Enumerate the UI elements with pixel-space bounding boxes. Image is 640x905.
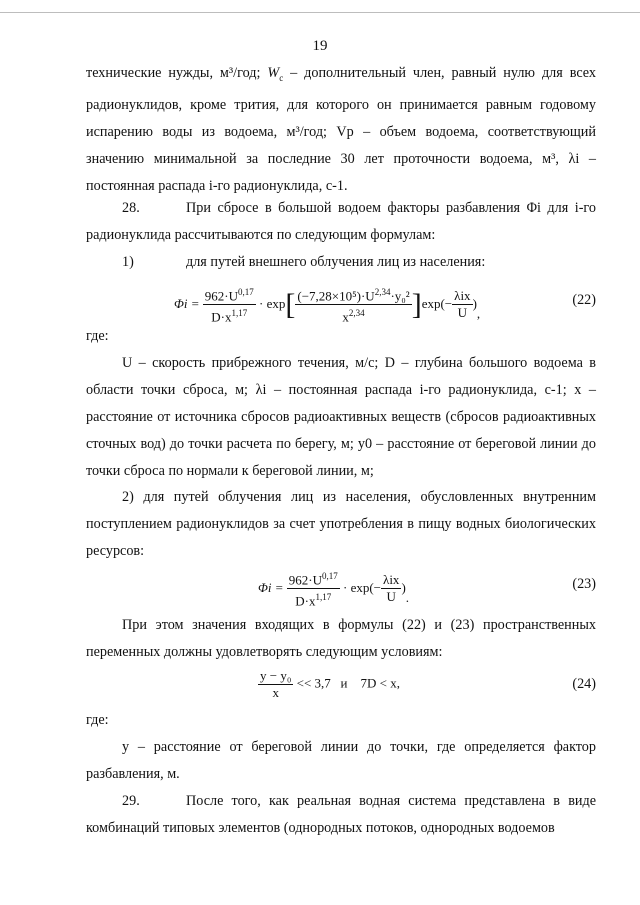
paragraph-29: 29. После того, как реальная водная система представлена в виде комбинаций типовых элементов (однородных потоков, однородных водоемов	[86, 793, 596, 836]
paragraph-28: 28. При сбросе в большой водоем факторы разбавления Φi для i-го радионуклида рассчитываются по следующим формулам:	[86, 200, 596, 243]
paragraph-continuation: технические нужды, м³/год; $W_с$ – дополнительный член, равный нулю для всех радионуклидов, кроме трития, для которого он принимается равным годовому испарению воды из водоема, м³/год; Vр – объем водоема, соответствующий значению минимальной за последние 30 лет проточности водоема, м³, λi – постоянная распада i-го радионуклида, с-1.	[86, 65, 596, 194]
equation-number-22: (22)	[572, 292, 596, 308]
equation-24: $\frac{\text{y − y₀}}{x}$ << 3,7 и 7D < x, (24)	[260, 668, 596, 700]
page-number: 19	[312, 38, 328, 54]
definitions-22: U – скорость прибрежного течения, м/с; D – глубина большого водоема в области точки сброса, м; λi – постоянная распада i-го радионуклида, с-1; x – расстояние от источника сбросов радиоактивных веществ (сбросов радиоактивных сточных вод) до точки расчета по берегу, м; y0 – расстояние от береговой линии до точки сброса по нормали к береговой линии, м;	[86, 355, 596, 479]
equation-22: Φi = $\frac{962\cdot U^{0,17}}{D\cdot x^{1,17}}$ · exp[ $\frac{(-7,28\times 10^5)\cdot U^{2,34}\cdot y_0^2}{x^{2,34}}$ ]exp(− $\frac{\text{λix}}{U}$ ), (22)	[86, 282, 596, 322]
equation-23: Φi = $\frac{962\cdot U^{0,17}}{D\cdot x^{1,17}}$ · exp(− $\frac{\text{λix}}{U}$ ). (23)	[86, 566, 596, 606]
conditions-paragraph: При этом значения входящих в формулы (22) и (23) пространственных переменных должны удовлетворять следующим условиям:	[86, 617, 596, 660]
equation-number-23: (23)	[572, 576, 596, 592]
top-divider	[0, 12, 640, 13]
equation-number-24: (24)	[572, 676, 596, 692]
where-label-1: где:	[86, 328, 109, 344]
definitions-24: у – расстояние от береговой линии до точки, где определяется фактор разбавления, м.	[86, 739, 596, 782]
where-label-2: где:	[86, 712, 109, 728]
item-1: 1) для путей внешнего облучения лиц из населения:	[122, 254, 486, 270]
item-2: 2) для путей облучения лиц из населения, обусловленных внутренним поступлением радионуклидов за счет употребления в пищу водных биологических ресурсов:	[86, 489, 596, 559]
